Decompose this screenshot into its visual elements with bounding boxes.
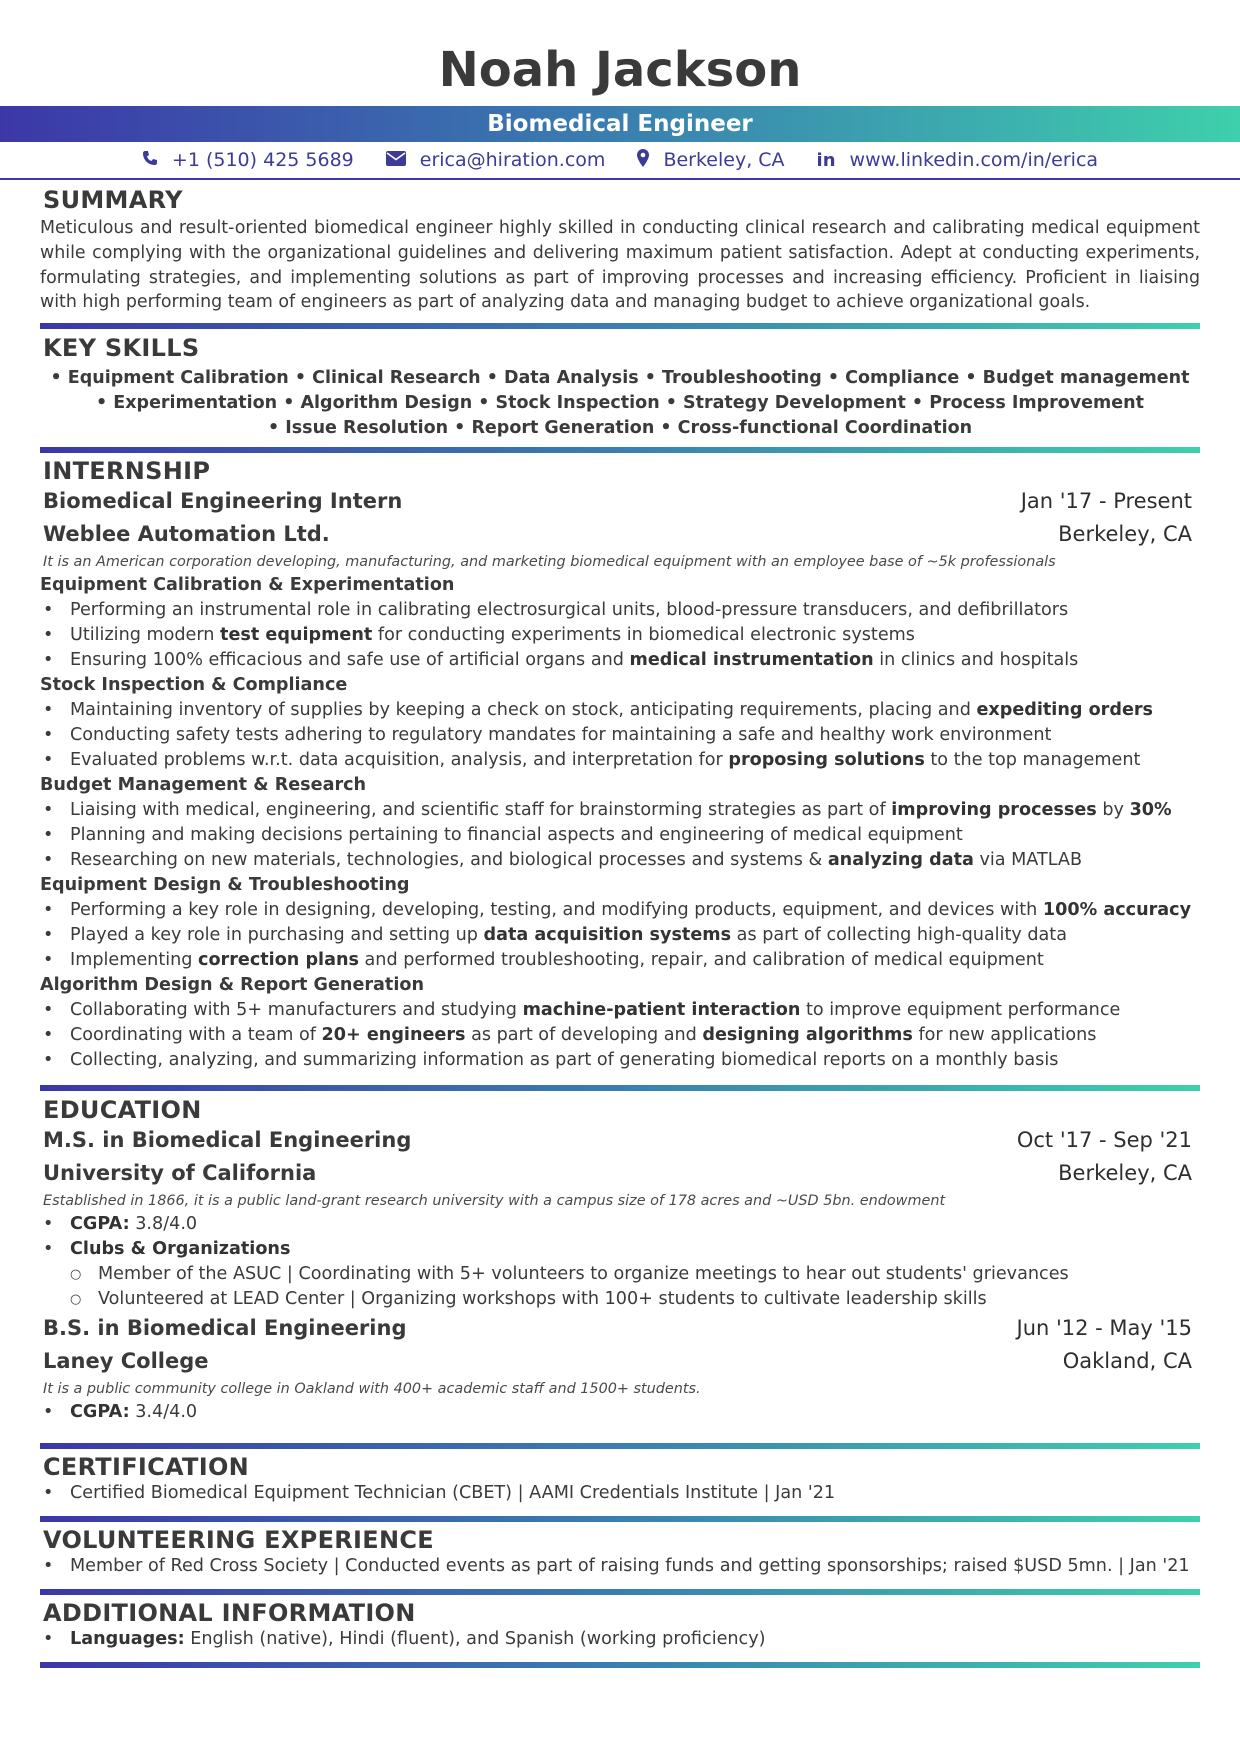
bold-phrase: 100% accuracy (1042, 900, 1192, 920)
section-divider (40, 447, 1200, 453)
list-item (40, 1212, 1200, 1237)
text-run: in clinics and hospitals (873, 650, 1079, 670)
additional-list (40, 1627, 1200, 1652)
education-section (40, 1096, 1200, 1425)
subsection-title: Equipment Design & Troubleshooting (40, 875, 410, 895)
additional-section (40, 1599, 1200, 1652)
list-item (40, 823, 1200, 848)
text-run: Performing a key role in designing, developing, testing, and modifying products, equipment, and devices with (70, 900, 1043, 920)
summary-text: Meticulous and result-oriented biomedical engineer highly skilled in conducting clinical research and calibrating medical equipment while complying with the organizational guidelines and delivering maximum patient satisfaction. Adept at conducting experiments, formulating strategies, and implementing solutions as part of improving processes and increasing efficiency. Proficient in liaising with high performing team of engineers as part of analyzing data and managing budget to achieve organizational goals. (40, 218, 1200, 313)
subsection-title: Budget Management & Research (40, 775, 367, 795)
school-location: Oakland, CA (1062, 1349, 1192, 1373)
contact-linkedin (817, 149, 1099, 171)
text-run: Collecting, analyzing, and summarizing information as part of generating biomedical reports on a monthly basis (70, 1050, 1059, 1070)
company-description: It is an American corporation developing, manufacturing, and marketing biomedical equipment with an employee base of ~5k professionals (43, 554, 1056, 570)
job-company-row (40, 518, 1200, 551)
subsection-title: Equipment Calibration & Experimentation (40, 575, 455, 595)
skills-heading: KEY SKILLS (43, 334, 200, 362)
internship-bullet-groups (40, 573, 1200, 1073)
list-item: • Certified Biomedical Equipment Technician (CBET) | AAMI Credentials Institute | Jan '21 (40, 1481, 1200, 1506)
text-run: as part of collecting high-quality data (731, 925, 1067, 945)
bullet-list (40, 698, 1200, 773)
list-item (40, 898, 1200, 923)
list-item (40, 698, 1200, 723)
list-item (40, 1237, 1200, 1262)
subsection-title: Algorithm Design & Report Generation (40, 975, 424, 995)
skills-section (40, 334, 1200, 441)
header-divider (0, 178, 1240, 180)
contact-email (386, 149, 606, 171)
job-title-banner (0, 106, 1240, 142)
degree-details (40, 1212, 1200, 1262)
contact-location (637, 149, 784, 172)
list-item (40, 798, 1200, 823)
bold-phrase: 30% (1129, 800, 1172, 820)
job-dates: Jan '17 - Present (1020, 489, 1192, 513)
text-run: Maintaining inventory of supplies by keeping a check on stock, anticipating requirements, placing and (70, 700, 977, 720)
bold-phrase: correction plans (198, 950, 359, 970)
section-divider (40, 323, 1200, 329)
list-item: • Member of Red Cross Society | Conducted events as part of raising funds and getting sponsorships; raised $USD 5mn. | Jan '21 (40, 1554, 1200, 1579)
cgpa-label: CGPA: (70, 1402, 130, 1422)
list-item (40, 1023, 1200, 1048)
text-run: Ensuring 100% efficacious and safe use of artificial organs and (70, 650, 630, 670)
text-run: by (1096, 800, 1130, 820)
bullet-list (40, 998, 1200, 1073)
list-item (40, 748, 1200, 773)
phone-number: +1 (510) 425 5689 (171, 149, 354, 171)
summary-section (40, 186, 1200, 315)
bold-phrase: data acquisition systems (483, 925, 732, 945)
school-location: Berkeley, CA (1058, 1161, 1192, 1185)
list-item (40, 723, 1200, 748)
volunteering-list (40, 1554, 1200, 1579)
languages-text: English (native), Hindi (fluent), and Spanish (working proficiency) (184, 1629, 766, 1649)
bold-phrase: proposing solutions (728, 750, 925, 770)
bold-phrase: designing algorithms (702, 1025, 913, 1045)
bold-phrase: improving processes (891, 800, 1097, 820)
list-item (40, 998, 1200, 1023)
text-run: Conducting safety tests adhering to regulatory mandates for maintaining a safe and healthy work environment (70, 725, 1052, 745)
candidate-name: Noah Jackson (438, 42, 802, 98)
job-role-row (40, 485, 1200, 518)
skills-line: • Issue Resolution • Report Generation • Cross-functional Coordination (267, 418, 973, 438)
school-row (40, 1157, 1200, 1190)
text-run: Collaborating with 5+ manufacturers and studying (70, 1000, 523, 1020)
email-address: erica@hiration.com (419, 149, 606, 171)
text-run: to improve equipment performance (800, 1000, 1121, 1020)
clubs-label: Clubs & Organizations (70, 1239, 291, 1259)
school-name: University of California (43, 1161, 317, 1185)
subsection-title: Stock Inspection & Compliance (40, 675, 348, 695)
school-description: It is a public community college in Oakland with 400+ academic staff and 1500+ students. (43, 1381, 701, 1397)
contact-phone (142, 149, 354, 171)
volunteering-section (40, 1526, 1200, 1579)
degree-row (40, 1124, 1200, 1157)
list-item (40, 623, 1200, 648)
bold-phrase: 20+ engineers (321, 1025, 466, 1045)
contact-bar (0, 144, 1240, 176)
list-item: ○ Member of the ASUC | Coordinating with 5+ volunteers to organize meetings to hear out students' grievances (40, 1262, 1200, 1287)
section-divider (40, 1662, 1200, 1668)
internship-heading: INTERNSHIP (43, 457, 211, 485)
text-run: to the top management (924, 750, 1141, 770)
clubs-list (40, 1262, 1200, 1312)
volunteering-heading: VOLUNTEERING EXPERIENCE (43, 1526, 434, 1554)
phone-icon (142, 149, 158, 171)
section-divider (40, 1443, 1200, 1449)
text-run: Researching on new materials, technologies, and biological processes and systems & (70, 850, 828, 870)
certification-heading: CERTIFICATION (43, 1453, 250, 1481)
text-run: for conducting experiments in biomedical electronic systems (372, 625, 915, 645)
bold-phrase: expediting orders (976, 700, 1154, 720)
certification-section (40, 1453, 1200, 1506)
text-run: Implementing (70, 950, 199, 970)
text-run: Planning and making decisions pertaining to financial aspects and engineering of medical equipment (70, 825, 963, 845)
education-heading: EDUCATION (43, 1096, 202, 1124)
list-item (40, 648, 1200, 673)
bullet-list (40, 598, 1200, 673)
list-item (40, 923, 1200, 948)
bold-phrase: medical instrumentation (629, 650, 874, 670)
text-run: Coordinating with a team of (70, 1025, 322, 1045)
job-role: Biomedical Engineering Intern (43, 489, 403, 513)
text-run: and performed troubleshooting, repair, and calibration of medical equipment (358, 950, 1044, 970)
bullet-list (40, 898, 1200, 973)
certification-list (40, 1481, 1200, 1506)
degree-name: B.S. in Biomedical Engineering (43, 1316, 407, 1340)
bold-phrase: machine-patient interaction (522, 1000, 801, 1020)
degree-dates: Oct '17 - Sep '21 (1016, 1128, 1192, 1152)
job-title: Biomedical Engineer (487, 111, 753, 137)
section-divider (40, 1085, 1200, 1091)
location-text: Berkeley, CA (663, 149, 785, 171)
job-location: Berkeley, CA (1058, 522, 1192, 546)
cgpa-label: CGPA: (70, 1214, 130, 1234)
text-run: Evaluated problems w.r.t. data acquisition, analysis, and interpretation for (70, 750, 729, 770)
languages-label: Languages: (70, 1629, 185, 1649)
linkedin-icon: in (816, 149, 836, 171)
cgpa-value: 3.4/4.0 (129, 1402, 198, 1422)
skills-line: • Experimentation • Algorithm Design • Stock Inspection • Strategy Development • Process Improvement (96, 393, 1144, 413)
bold-phrase: test equipment (220, 625, 373, 645)
text-run: Liaising with medical, engineering, and scientific staff for brainstorming strategies as part of (70, 800, 892, 820)
school-description: Established in 1866, it is a public land-grant research university with a campus size of 178 acres and ~USD 5bn. endowment (43, 1193, 946, 1209)
envelope-icon (386, 149, 406, 171)
summary-heading: SUMMARY (43, 186, 183, 214)
degree-row (40, 1312, 1200, 1345)
degree-dates: Jun '12 - May '15 (1016, 1316, 1192, 1340)
section-divider (40, 1589, 1200, 1595)
company-name: Weblee Automation Ltd. (43, 522, 330, 546)
text-run: for new applications (912, 1025, 1097, 1045)
list-item (40, 948, 1200, 973)
internship-section (40, 457, 1200, 1073)
bullet-list (40, 798, 1200, 873)
degree-name: M.S. in Biomedical Engineering (43, 1128, 412, 1152)
text-run: Performing an instrumental role in calibrating electrosurgical units, blood-pressure transducers, and defibrillators (70, 600, 1069, 620)
map-pin-icon (637, 149, 649, 172)
text-run: as part of developing and (465, 1025, 703, 1045)
list-item (40, 1627, 1200, 1652)
list-item (40, 1400, 1200, 1425)
additional-heading: ADDITIONAL INFORMATION (43, 1599, 416, 1627)
school-name: Laney College (43, 1349, 209, 1373)
list-item (40, 848, 1200, 873)
skills-list (40, 366, 1200, 441)
section-divider (40, 1516, 1200, 1522)
list-item: ○ Volunteered at LEAD Center | Organizing workshops with 100+ students to cultivate leadership skills (40, 1287, 1200, 1312)
list-item (40, 598, 1200, 623)
school-row (40, 1345, 1200, 1378)
text-run: Played a key role in purchasing and setting up (70, 925, 484, 945)
text-run: via MATLAB (973, 850, 1083, 870)
bold-phrase: analyzing data (827, 850, 974, 870)
list-item (40, 1048, 1200, 1073)
degree-details (40, 1400, 1200, 1425)
linkedin-url: www.linkedin.com/in/erica (849, 149, 1099, 171)
cgpa-value: 3.8/4.0 (129, 1214, 198, 1234)
text-run: Utilizing modern (70, 625, 221, 645)
skills-line: • Equipment Calibration • Clinical Research • Data Analysis • Troubleshooting • Compliance • Budget management (50, 368, 1190, 388)
